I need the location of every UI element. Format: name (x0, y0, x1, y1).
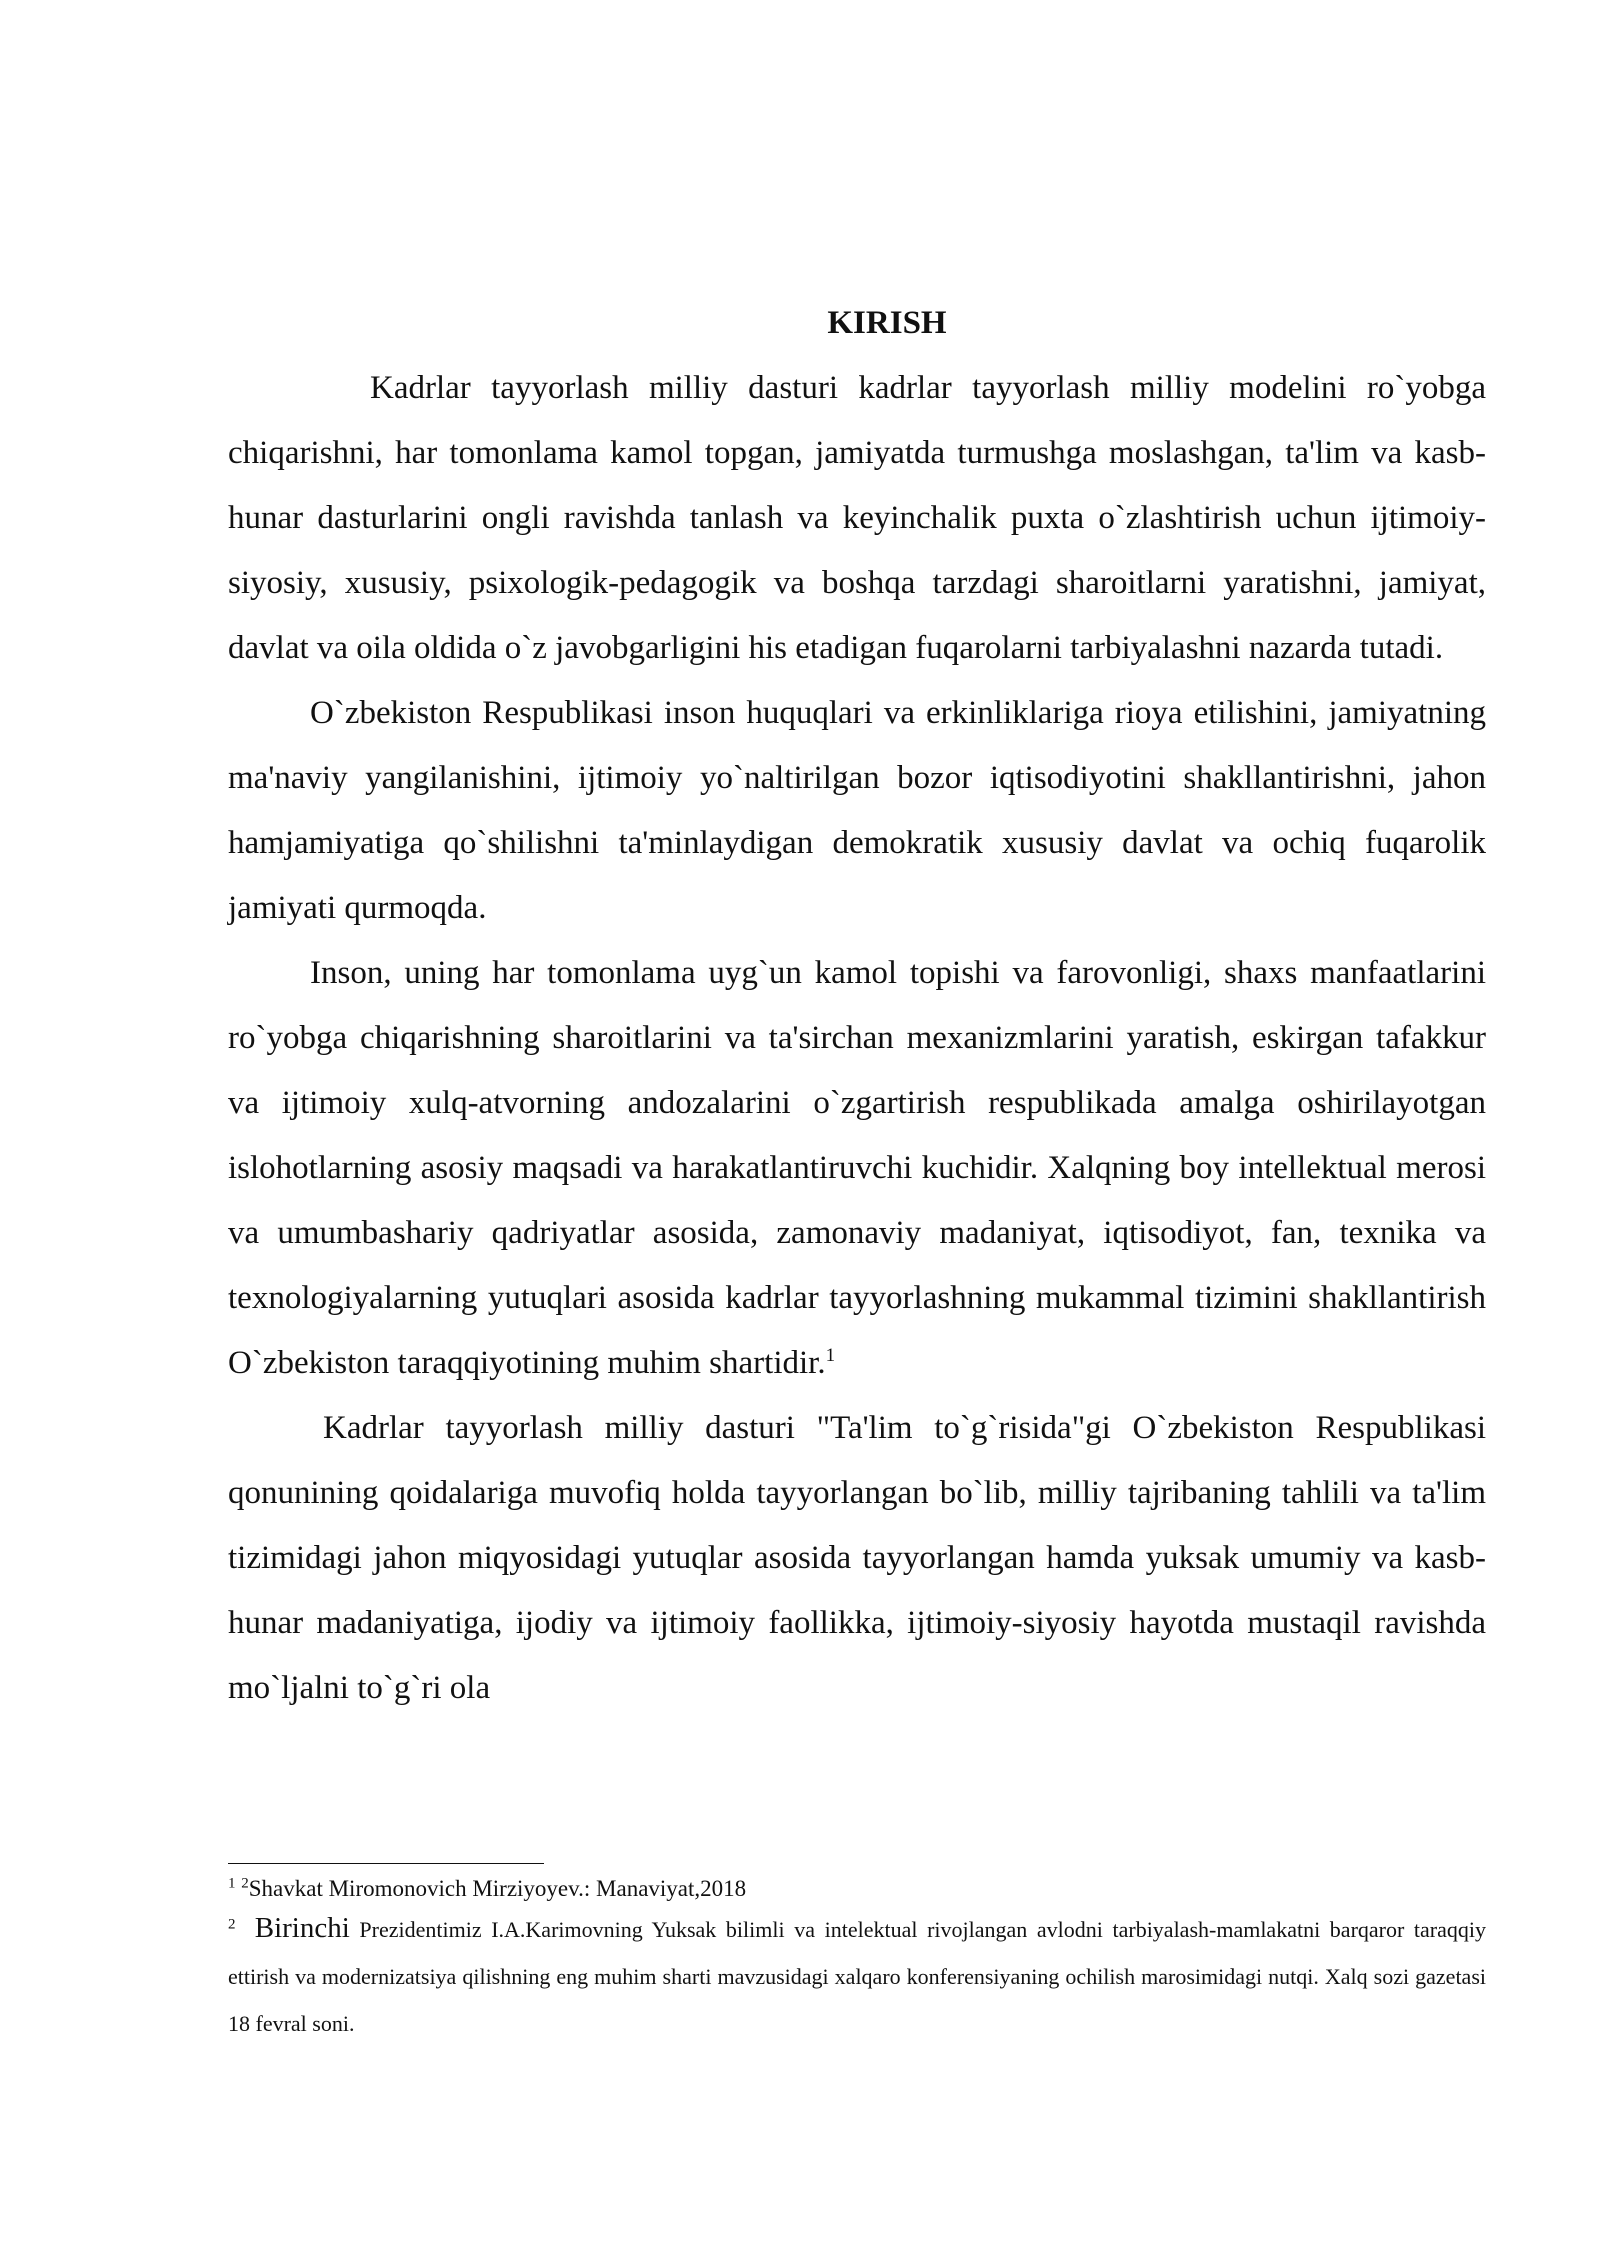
paragraph-3-text: Inson, uning har tomonlama uyg`un kamol topishi va farovonligi, shaxs manfaatlarini ro`yobga chiqarishning sharoitlarini va ta'sirchan mexanizmlarini yaratish, eskirgan tafakkur va ijtimoiy xulq-atvorning andozalarini o`zgartirish respublikada amalga oshirilayotgan islohotlarning asosiy maqsadi va harakatlantiruvchi kuchidir. Xalqning boy intellektual merosi va umumbashariy qadriyatlar asosida, zamonaviy madaniyat, iqtisodiyot, fan, texnika va texnologiyalarning yutuqlari asosida kadrlar tayyorlashning mukammal tizimini shakllantirish O`zbekiston taraqqiyotining muhim shartidir. (228, 955, 1486, 1381)
footnote-1-text: Shavkat Miromonovich Mirziyoyev.: Manaviyat,2018 (248, 1876, 747, 1901)
footnote-2 (228, 1905, 1486, 2047)
footnote-2-lead: Birinchi (254, 1912, 350, 1944)
footnote-2-text: Prezidentimiz I.A.Karimovning Yuksak bilimli va intelektual rivojlangan avlodni tarbiyalash-mamlakatni barqaror taraqqiy ettirish va modernizatsiya qilishning eng muhim sharti mavzusidagi xalqaro konferensiyaning ochilish marosimidagi nutqi. Xalq sozi gazetasi 18 fevral soni. (228, 1917, 1487, 2036)
paragraph-4: Kadrlar tayyorlash milliy dasturi "Ta'lim to`g`risida"gi O`zbekiston Respublikasi qonunining qoidalariga muvofiq holda tayyorlangan bo`lib, milliy tajribaning tahlili va ta'lim tizimidagi jahon miqyosidagi yutuqlar asosida tayyorlangan hamda yuksak umumiy va kasb-hunar madaniyatiga, ijodiy va ijtimoiy faollikka, ijtimoiy-siyosiy hayotda mustaqil ravishda mo`ljalni to`g`ri ola (228, 1410, 1486, 1706)
page-title: KIRISH (827, 305, 947, 341)
main-text (228, 300, 1486, 1721)
paragraph-1: Kadrlar tayyorlash milliy dasturi kadrlar tayyorlash milliy modelini ro`yobga chiqarishni, har tomonlama kamol topgan, jamiyatda turmushga moslashgan, ta'lim va kasb-hunar dasturlarini ongli ravishda tanlash va keyinchalik puxta o`zlashtirish uchun ijtimoiy-siyosiy, xususiy, psixologik-pedagogik va boshqa tarzdagi sharoitlarni yaratishni, jamiyat, davlat va oila oldida o`z javobgarligini his etadigan fuqarolarni tarbiyalashni nazarda tutadi. (228, 370, 1486, 666)
footnote-1 (228, 1873, 1486, 1905)
paragraph-3 (228, 941, 1486, 1396)
footnotes (228, 1873, 1486, 2047)
footnote-2-marker: 2 (228, 1916, 236, 1933)
footnote-1-inner-marker: 2 (241, 1875, 249, 1892)
footnote-reference[interactable]: 1 (825, 1345, 836, 1366)
footnote-separator (228, 1863, 544, 1864)
paragraph-2: O`zbekiston Respublikasi inson huquqlari va erkinliklariga rioya etilishini, jamiyatning ma'naviy yangilanishini, ijtimoiy yo`naltirilgan bozor iqtisodiyotini shakllantirishni, jahon hamjamiyatiga qo`shilishni ta'minlaydigan demokratik xususiy davlat va ochiq fuqarolik jamiyati qurmoqda. (228, 695, 1486, 926)
footnote-1-marker: 1 (228, 1875, 236, 1892)
